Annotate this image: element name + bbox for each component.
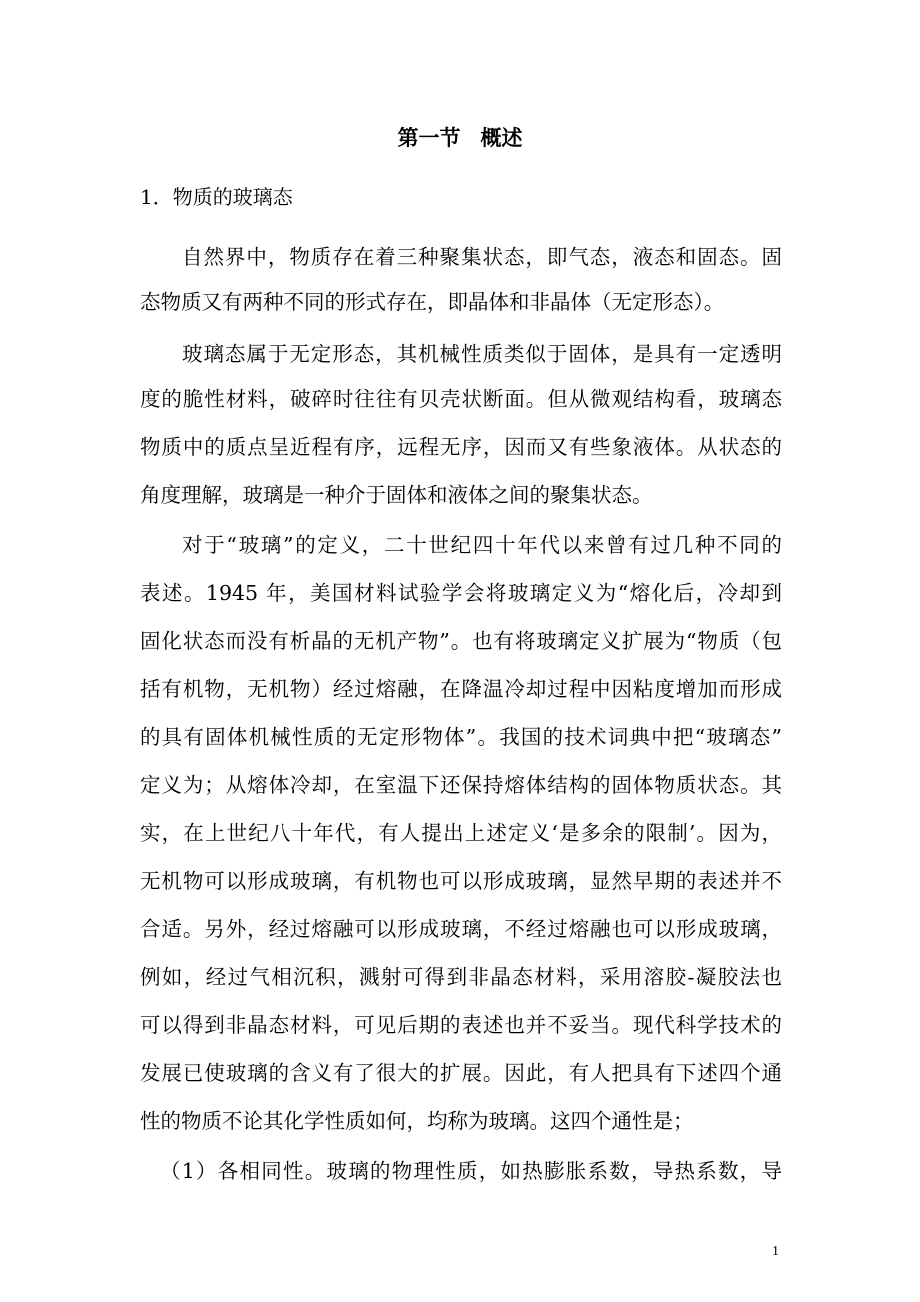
paragraph-line: 角度理解，玻璃是一种介于固体和液体之间的聚集状态。 — [140, 483, 653, 507]
paragraph-line: 对于“玻璃”的定义，二十世纪四十年代以来曾有过几种不同的 — [182, 533, 782, 557]
paragraph-line: 固化状态而没有析晶的无机产物”。也有将玻璃定义扩展为“物质（包 — [140, 629, 782, 653]
paragraph-line: 定义为；从熔体冷却，在室温下还保持熔体结构的固体物质状态。其 — [140, 773, 782, 797]
paragraph-line: 例如，经过气相沉积，溅射可得到非晶态材料，采用溶胶-凝胶法也 — [140, 965, 782, 989]
page-number: 1 — [772, 1244, 779, 1259]
paragraph-line: 表述。1945 年，美国材料试验学会将玻璃定义为“熔化后，冷却到 — [140, 581, 782, 605]
section-heading — [0, 122, 920, 152]
heading-part-2: 概述 — [480, 125, 523, 150]
paragraph-line: 态物质又有两种不同的形式存在，即晶体和非晶体（无定形态）。 — [140, 290, 725, 314]
paragraph-line: 的具有固体机械性质的无定形物体”。我国的技术词典中把“玻璃态” — [140, 725, 782, 749]
paragraph-line: 合适。另外，经过熔融可以形成玻璃，不经过熔融也可以形成玻璃， — [140, 917, 782, 941]
paragraph-line: 无机物可以形成玻璃，有机物也可以形成玻璃，显然早期的表述并不 — [140, 869, 782, 893]
paragraph-line: 自然界中，物质存在着三种聚集状态，即气态，液态和固态。固 — [182, 245, 782, 269]
heading-part-1: 第一节 — [397, 125, 461, 150]
paragraph-line: 性的物质不论其化学性质如何，均称为玻璃。这四个通性是； — [140, 1109, 694, 1133]
list-item-line: （1）各相同性。玻璃的物理性质，如热膨胀系数，导热系数，导 — [160, 1159, 782, 1183]
subsection-title: 1．物质的玻璃态 — [140, 185, 293, 209]
paragraph-line: 括有机物，无机物）经过熔融，在降温冷却过程中因粘度增加而形成 — [140, 677, 782, 701]
paragraph-line: 度的脆性材料，破碎时往往有贝壳状断面。但从微观结构看，玻璃态 — [140, 387, 782, 411]
paragraph-line: 玻璃态属于无定形态，其机械性质类似于固体，是具有一定透明 — [182, 342, 782, 366]
paragraph-line: 可以得到非晶态材料，可见后期的表述也并不妥当。现代科学技术的 — [140, 1013, 782, 1037]
paragraph-line: 实，在上世纪八十年代，有人提出上述定义‘是多余的限制’。因为， — [140, 821, 782, 845]
paragraph-line: 发展已使玻璃的含义有了很大的扩展。因此，有人把具有下述四个通 — [140, 1061, 782, 1085]
paragraph-line: 物质中的质点呈近程有序，远程无序，因而又有些象液体。从状态的 — [140, 435, 782, 459]
